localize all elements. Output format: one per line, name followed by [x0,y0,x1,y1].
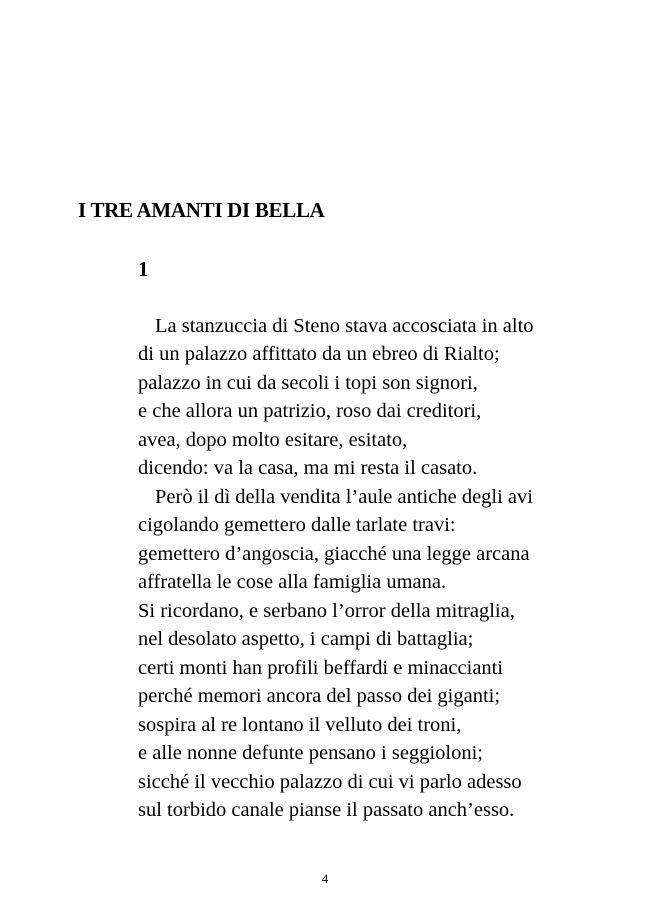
poem-line: Si ricordano, e serbano l’orror della mitraglia, [138,599,515,622]
poem-line: avea, dopo molto esitare, esitato, [138,428,408,451]
poem-text [138,312,534,824]
poem-line: sospira al re lontano il velluto dei troni, [138,713,462,736]
poem-line: affratella le cose alla famiglia umana. [138,571,447,594]
poem-line: cigolando gemettero dalle tarlate travi: [138,514,456,537]
poem-line: perché memori ancora del passo dei giganti; [138,685,501,708]
page-number: 4 [321,871,329,886]
poem-line: e alle nonne defunte pensano i seggioloni; [138,742,483,765]
poem-line: sul torbido canale pianse il passato anch’esso. [138,798,515,821]
chapter-title: I TRE AMANTI DI BELLA [78,198,325,222]
poem-line: La stanzuccia di Steno stava accosciata in alto [155,315,534,337]
poem-line: palazzo in cui da secoli i topi son signori, [138,371,478,394]
poem-line: di un palazzo affittato da un ebreo di Rialto; [138,343,500,366]
poem-line: e che allora un patrizio, roso dai creditori, [138,400,482,423]
poem-line: gemettero d’angoscia, giacché una legge arcana [138,542,530,565]
section-number: 1 [138,257,149,281]
poem-line: certi monti han profili beffardi e minaccianti [138,656,504,679]
poem-line: nel desolato aspetto, i campi di battaglia; [138,628,474,651]
poem-line: sicché il vecchio palazzo di cui vi parlo adesso [138,770,522,793]
poem-line: dicendo: va la casa, ma mi resta il casato. [138,457,478,480]
poem-line: Però il dì della vendita l’aule antiche degli avi [155,485,533,508]
